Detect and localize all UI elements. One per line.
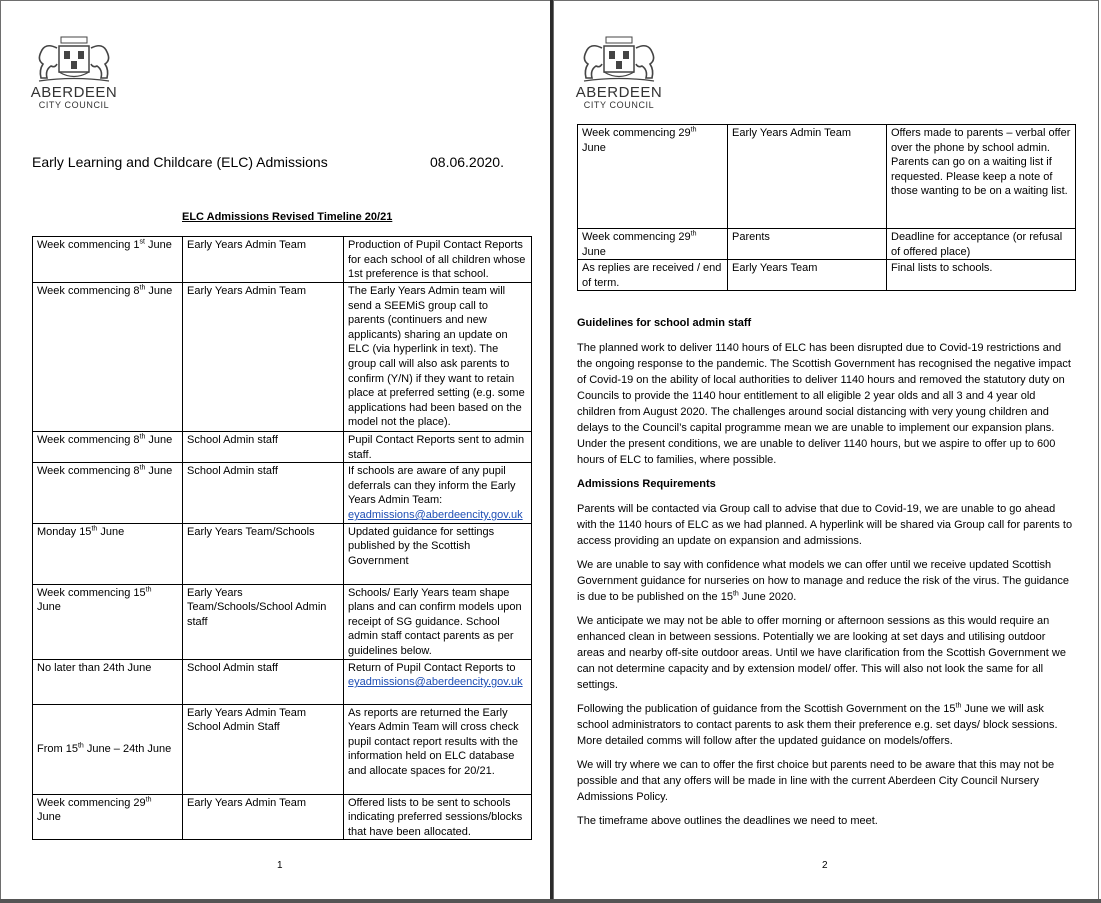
guidelines-heading: Guidelines for school admin staff xyxy=(577,317,752,329)
table-row xyxy=(33,283,532,432)
logo-name: ABERDEEN xyxy=(575,84,663,101)
email-link[interactable]: eyadmissions@aberdeencity.gov.uk xyxy=(348,508,523,521)
aberdeen-city-council-logo xyxy=(574,34,664,109)
timeline-table-heading: ELC Admissions Revised Timeline 20/21 xyxy=(182,211,393,223)
requirements-paragraph-6: The timeframe above outlines the deadlines we need to meet. xyxy=(577,815,878,827)
timeline-action-cell: Offers made to parents – verbal offer over the phone by school admin. Parents can go on a waiting list if requested. Please keep a note of those wanting to be on a waiting list. xyxy=(887,125,1076,229)
timeline-action-cell: Deadline for acceptance (or refusal of offered place) xyxy=(887,229,1076,260)
timeline-when-cell: Week commencing 29th June xyxy=(578,229,728,260)
requirements-paragraph-2: We are unable to say with confidence what models we can offer until we receive updated Scottish Government guidance for nurseries on how to manage and reduce the risk of the virus. The guidance is due to be published on the 15th June 2020. xyxy=(577,559,1070,603)
document-page-2 xyxy=(553,0,1099,900)
table-row xyxy=(33,704,532,794)
requirements-paragraph-4: Following the publication of guidance from the Scottish Government on the 15th June we will ask school administrators to contact parents to ask them their preference e.g. set days/ block sessions. More detailed comms will follow after the updated guidance on models/offers. xyxy=(577,702,1058,747)
table-row xyxy=(578,260,1076,291)
timeline-who-cell: School Admin staff xyxy=(183,659,344,704)
document-date: 08.06.2020. xyxy=(430,154,504,170)
timeline-action-cell: Final lists to schools. xyxy=(887,260,1076,291)
timeline-when-cell: Week commencing 29th June xyxy=(33,794,183,840)
timeline-when-cell: Week commencing 1st June xyxy=(33,237,183,283)
guidelines-section xyxy=(577,315,1073,837)
requirements-paragraph-5: We will try where we can to offer the first choice but parents need to be aware that this may not be possible and that any offers will be made in line with the current Aberdeen City Council Nursery Admissions Policy. xyxy=(577,759,1055,803)
coat-of-arms-icon xyxy=(29,34,119,86)
timeline-who-cell: Early Years Admin Team School Admin Staff xyxy=(183,704,344,794)
timeline-action-cell: Offered lists to be sent to schools indicating preferred sessions/blocks that have been allocated. xyxy=(344,794,532,840)
timeline-when-cell: From 15th June – 24th June xyxy=(33,704,183,794)
table-row xyxy=(578,125,1076,229)
logo-subtitle: CITY COUNCIL xyxy=(38,100,110,110)
page-number: 1 xyxy=(277,860,283,871)
timeline-who-cell: Early Years Admin Team xyxy=(183,794,344,840)
timeline-when-cell: Week commencing 15th June xyxy=(33,584,183,659)
coat-of-arms-icon xyxy=(574,34,664,86)
timeline-action-cell: As reports are returned the Early Years Admin Team will cross check pupil contact report results with the information held on ELC database and allocate spaces for 20/21. xyxy=(344,704,532,794)
timeline-action-cell: Return of Pupil Contact Reports to eyadmissions@aberdeencity.gov.uk xyxy=(344,659,532,704)
requirements-paragraph-1: Parents will be contacted via Group call to advise that due to Covid-19, we are unable to go ahead with the 1140 hours of ELC as we had planned. A hyperlink will be shared via Group call for parents to access providing an update on expansion and admissions. xyxy=(577,503,1073,547)
timeline-who-cell: School Admin staff xyxy=(183,463,344,523)
timeline-action-cell: The Early Years Admin team will send a SEEMiS group call to parents (continuers and new applicants) sharing an update on ELC (via hyperlink in text). The group call will also ask parents to confirm (Y/N) if they want to retain place at preferred setting (e.g. some applications had been based on the model not the place). xyxy=(344,283,532,432)
timeline-who-cell: Early Years Team xyxy=(728,260,887,291)
timeline-when-cell: Week commencing 8th June xyxy=(33,283,183,432)
timeline-when-cell: Week commencing 29th June xyxy=(578,125,728,229)
timeline-when-cell: As replies are received / end of term. xyxy=(578,260,728,291)
timeline-when-cell: Week commencing 8th June xyxy=(33,463,183,523)
requirements-heading: Admissions Requirements xyxy=(577,478,716,490)
timeline-table-continued xyxy=(577,124,1076,291)
timeline-who-cell: Early Years Admin Team xyxy=(183,237,344,283)
page-number: 2 xyxy=(822,860,828,871)
document-page-1 xyxy=(0,0,551,900)
timeline-who-cell: Early Years Team/Schools xyxy=(183,523,344,584)
guidelines-paragraph: The planned work to deliver 1140 hours of ELC has been disrupted due to Covid-19 restrictions and the ongoing response to the pandemic. The Scottish Government has recognised the negative impact of Covid-19 on the ability of local authorities to deliver 1140 hours and removed the statutory duty on Councils to provide the 1140 hour entitlement to all eligible 2 year olds and all 3 and 4 year old children from August 2020. The challenges around social distancing with very young children and delays to the Council’s capital programme mean we are unable to implement our expansion plans. Under the present conditions, we are unable to deliver 1140 hours, but we aspire to offer up to 600 hours of ELC to families, where possible. xyxy=(577,342,1071,466)
aberdeen-city-council-logo xyxy=(29,34,119,109)
window-bottom-edge xyxy=(0,899,1101,903)
table-row xyxy=(33,237,532,283)
timeline-action-cell: Updated guidance for settings published by the Scottish Government xyxy=(344,523,532,584)
timeline-who-cell: Early Years Admin Team xyxy=(728,125,887,229)
timeline-action-cell: Pupil Contact Reports sent to admin staff. xyxy=(344,432,532,463)
email-link[interactable]: eyadmissions@aberdeencity.gov.uk xyxy=(348,676,523,689)
table-row xyxy=(33,659,532,704)
timeline-who-cell: School Admin staff xyxy=(183,432,344,463)
timeline-when-cell: Monday 15th June xyxy=(33,523,183,584)
logo-subtitle: CITY COUNCIL xyxy=(583,100,655,110)
logo-name: ABERDEEN xyxy=(30,84,118,101)
timeline-action-cell: Schools/ Early Years team shape plans and can confirm models upon receipt of SG guidance. School admin staff contact parents as per guidelines below. xyxy=(344,584,532,659)
timeline-who-cell: Early Years Team/Schools/School Admin staff xyxy=(183,584,344,659)
table-row xyxy=(33,523,532,584)
timeline-action-cell: Production of Pupil Contact Reports for each school of all children whose 1st preference is that school. xyxy=(344,237,532,283)
table-row xyxy=(33,584,532,659)
timeline-table xyxy=(32,236,532,840)
timeline-when-cell: Week commencing 8th June xyxy=(33,432,183,463)
timeline-action-cell: If schools are aware of any pupil deferrals can they inform the Early Years Admin Team: eyadmissions@aberdeencity.gov.uk xyxy=(344,463,532,523)
document-title: Early Learning and Childcare (ELC) Admissions xyxy=(32,154,328,170)
timeline-when-cell: No later than 24th June xyxy=(33,659,183,704)
table-row xyxy=(33,794,532,840)
timeline-who-cell: Parents xyxy=(728,229,887,260)
timeline-who-cell: Early Years Admin Team xyxy=(183,283,344,432)
table-row xyxy=(33,463,532,523)
requirements-paragraph-3: We anticipate we may not be able to offer morning or afternoon sessions as this would require an enhanced clean in between sessions. Potentially we are looking at set days and utilising outdoor areas and nearby off-site outdoor areas. Until we have clarification from the Scottish Government we can not determine capacity and by extension model/ offer. This will also not look the same for all settings. xyxy=(577,615,1066,691)
table-row xyxy=(33,432,532,463)
table-row xyxy=(578,229,1076,260)
